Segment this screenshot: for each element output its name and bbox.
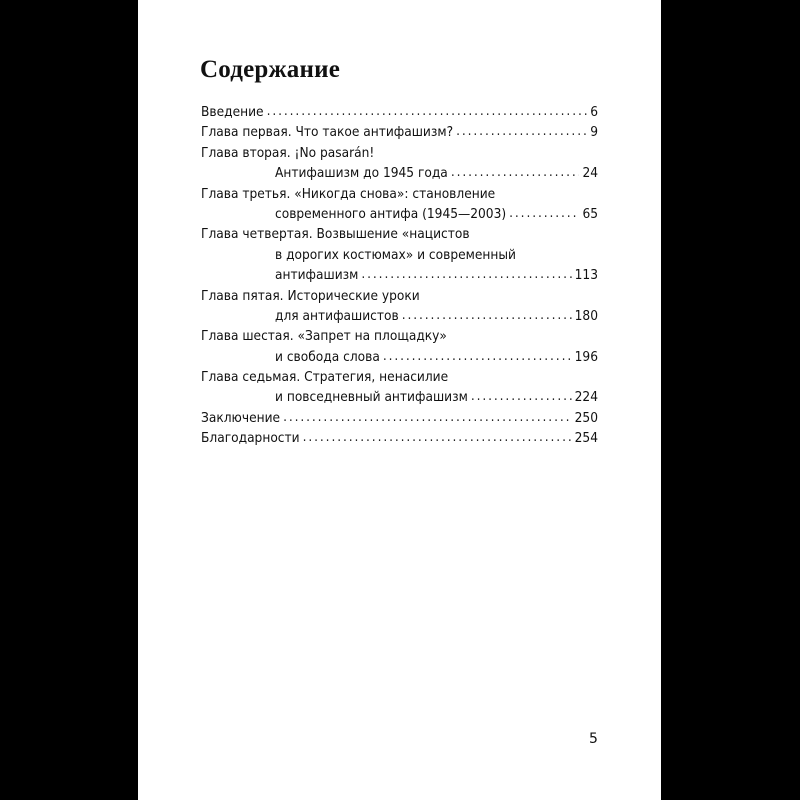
page-title: Содержание [200, 56, 341, 83]
toc-entry-text: современного антифа (1945—2003) [275, 205, 507, 222]
toc-line [201, 367, 598, 387]
toc-line [201, 306, 598, 326]
dot-leader [361, 264, 571, 284]
toc-line [201, 163, 598, 183]
book-page [138, 0, 661, 800]
page-number: 5 [589, 731, 598, 747]
dot-leader [267, 101, 588, 121]
toc-line [201, 122, 598, 142]
toc-line [201, 387, 598, 407]
toc-entry-text: Глава вторая. ¡No pasarán! [201, 144, 375, 161]
toc-page-number: 65 [582, 205, 598, 222]
toc-entry-text: Антифашизм до 1945 года [275, 165, 448, 182]
toc-page-number: 254 [574, 430, 598, 447]
toc-entry-text: и повседневный антифашизм [275, 389, 468, 406]
toc-entry-text: антифашизм [275, 267, 359, 284]
toc-entry-text: и свобода слова [275, 348, 380, 365]
dot-leader [283, 407, 572, 427]
toc-line [201, 204, 598, 224]
dot-leader [456, 121, 587, 141]
toc-line [201, 224, 598, 244]
toc-page-number: 250 [574, 409, 598, 426]
dot-leader [402, 305, 572, 325]
toc-line [201, 408, 598, 428]
toc-line [201, 102, 598, 122]
toc-line [201, 143, 598, 163]
toc-line [201, 184, 598, 204]
toc-line [201, 265, 598, 285]
toc-page-number: 196 [574, 348, 598, 365]
toc-entry-text: в дорогих костюмах» и современный [275, 246, 516, 263]
toc-entry-text: Благодарности [201, 430, 300, 447]
toc-page-number: 24 [582, 165, 598, 182]
dot-leader [303, 427, 572, 447]
toc-line [201, 347, 598, 367]
toc-line [201, 428, 598, 448]
toc-line [201, 245, 598, 265]
table-of-contents [201, 102, 598, 449]
toc-entry-text: Глава третья. «Никогда снова»: становление [201, 185, 496, 202]
toc-entry-text: Глава четвертая. Возвышение «нацистов [201, 226, 470, 243]
dot-leader [383, 346, 572, 366]
toc-line [201, 326, 598, 346]
toc-entry-text: Глава пятая. Исторические уроки [201, 287, 420, 304]
toc-entry-text: для антифашистов [275, 307, 399, 324]
toc-page-number: 180 [574, 307, 598, 324]
toc-page-number: 224 [574, 389, 598, 406]
toc-entry-text: Глава первая. Что такое антифашизм? [201, 124, 454, 141]
toc-page-number: 113 [574, 267, 598, 284]
toc-entry-text: Глава седьмая. Стратегия, ненасилие [201, 369, 449, 386]
toc-entry-text: Глава шестая. «Запрет на площадку» [201, 328, 447, 345]
dot-leader [471, 386, 572, 406]
toc-page-number: 6 [590, 104, 598, 120]
dot-leader [451, 162, 580, 182]
toc-page-number: 9 [590, 124, 598, 141]
toc-entry-text: Введение [201, 104, 264, 120]
toc-entry-text: Заключение [201, 409, 281, 426]
toc-line [201, 286, 598, 306]
dot-leader [509, 203, 579, 223]
